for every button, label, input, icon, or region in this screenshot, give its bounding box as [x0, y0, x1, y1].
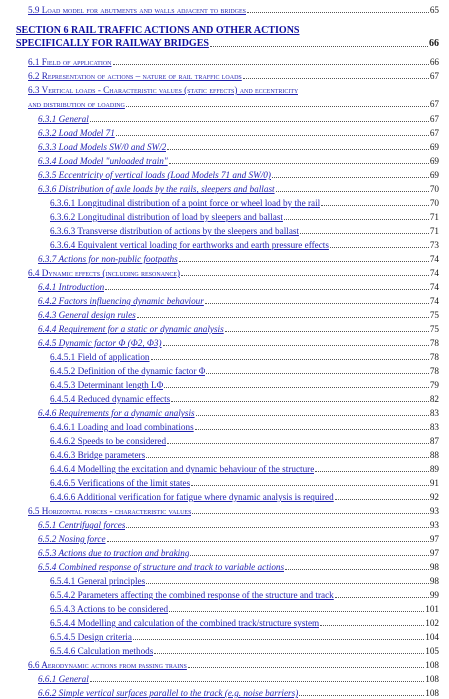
toc-leader-dots — [321, 204, 429, 206]
toc-leader-dots — [190, 554, 428, 556]
toc-entry-link[interactable]: 6.3.3 Load Models SW/0 and SW/2 — [38, 142, 167, 152]
toc-page-number: 87 — [429, 436, 439, 446]
toc-entry[interactable] — [0, 407, 449, 419]
toc-entry[interactable] — [0, 211, 449, 223]
toc-page-number: 91 — [429, 478, 439, 488]
toc-entry[interactable] — [0, 533, 449, 545]
toc-entry-link[interactable]: 6.6.2 Simple vertical surfaces parallel to the track (e.g. noise barriers) — [38, 688, 299, 698]
toc-leader-dots — [167, 148, 428, 150]
toc-entry[interactable] — [0, 659, 449, 671]
toc-entry[interactable] — [0, 309, 449, 321]
toc-leader-dots — [196, 414, 429, 416]
toc-leader-dots — [206, 372, 428, 374]
toc-leader-dots — [146, 582, 429, 584]
toc-leader-dots — [113, 63, 429, 65]
toc-leader-dots — [133, 638, 424, 640]
toc-page-number: 88 — [429, 450, 439, 460]
toc-page-number: 98 — [429, 562, 439, 572]
toc-leader-dots — [126, 526, 428, 528]
toc-entry[interactable] — [0, 239, 449, 251]
toc-page-number: 98 — [429, 576, 439, 586]
toc-entry[interactable] — [0, 84, 449, 96]
toc-entry-link[interactable]: 6.4.5 Dynamic factor Φ (Φ2, Φ3) — [38, 338, 162, 348]
toc-entry-link[interactable]: 6.3.2 Load Model 71 — [38, 128, 115, 138]
toc-leader-dots — [137, 316, 429, 318]
toc-entry-link[interactable]: 6.3.7 Actions for non-public footpaths — [38, 254, 178, 264]
toc-entry-link[interactable]: 6.3.6.2 Longitudinal distribution of load by sleepers and ballast — [50, 212, 283, 222]
toc-leader-dots — [181, 274, 429, 276]
toc-page-number: 83 — [429, 408, 439, 418]
toc-entry[interactable] — [0, 505, 449, 517]
toc-page-number: 82 — [429, 394, 439, 404]
toc-page-number: 69 — [429, 156, 439, 166]
toc-entry[interactable] — [0, 673, 449, 685]
toc-entry[interactable] — [0, 253, 449, 265]
toc-page-number: 93 — [429, 506, 439, 516]
toc-entry[interactable] — [0, 589, 449, 601]
toc-entry[interactable] — [0, 25, 449, 37]
toc-entry[interactable] — [0, 463, 449, 475]
toc-entry[interactable] — [0, 323, 449, 335]
toc-leader-dots — [300, 232, 429, 234]
toc-page-number: 74 — [429, 268, 439, 278]
toc-entry-link[interactable]: 6.3.6 Distribution of axle loads by the rails, sleepers and ballast — [38, 184, 275, 194]
toc-page-number: 97 — [429, 548, 439, 558]
toc-entry[interactable] — [0, 141, 449, 153]
toc-entry-link[interactable]: 6.4.1 Introduction — [38, 282, 105, 292]
toc-entry-link[interactable]: 6.3.4 Load Model "unloaded train" — [38, 156, 168, 166]
toc-entry[interactable] — [0, 603, 449, 615]
toc-entry-link[interactable]: 6.4.6.3 Bridge parameters — [50, 450, 146, 460]
toc-leader-dots — [284, 218, 429, 220]
toc-page-number: 89 — [429, 464, 439, 474]
toc-leader-dots — [272, 176, 429, 178]
toc-page-number: 67 — [429, 71, 439, 81]
toc-page-number: 101 — [425, 604, 439, 614]
toc-page-number: 79 — [429, 380, 439, 390]
toc-entry-link[interactable]: 6.4.6.4 Modelling the excitation and dynamic behaviour of the structure — [50, 464, 315, 474]
toc-page-number: 69 — [429, 142, 439, 152]
toc-page-number: 66 — [429, 38, 439, 49]
toc-entry[interactable] — [0, 575, 449, 587]
toc-leader-dots — [225, 330, 429, 332]
toc-page-number: 67 — [429, 128, 439, 138]
toc-page-number: 108 — [425, 674, 439, 684]
toc-page-number: 93 — [429, 520, 439, 530]
toc-entry-link[interactable]: 6.4 Dynamic effects (including resonance) — [28, 268, 181, 278]
toc-entry[interactable] — [0, 365, 449, 377]
toc-page-number: 67 — [429, 99, 439, 109]
toc-entry-link[interactable]: 6.5.1 Centrifugal forces — [38, 520, 126, 530]
toc-entry-link[interactable]: 6.4.6.1 Loading and load combinations — [50, 422, 194, 432]
toc-page-number: 78 — [429, 366, 439, 376]
toc-entry[interactable] — [0, 449, 449, 461]
toc-entry-link[interactable]: 6.3.6.1 Longitudinal distribution of a point force or wheel load by the rail — [50, 198, 321, 208]
toc-page-number: 74 — [429, 254, 439, 264]
toc-page-number: 99 — [429, 590, 439, 600]
toc-entry[interactable] — [0, 225, 449, 237]
toc-entry-link[interactable]: SECTION 6 RAIL TRAFFIC ACTIONS AND OTHER ACTIONS — [16, 25, 300, 36]
toc-entry-link[interactable]: 6.2 Representation of actions – nature of rail traffic loads — [28, 71, 242, 81]
toc-entry-link[interactable]: 6.4.3 General design rules — [38, 310, 136, 320]
toc-page-number: 74 — [429, 282, 439, 292]
toc-leader-dots — [169, 610, 424, 612]
toc-entry[interactable] — [0, 113, 449, 125]
toc-leader-dots — [90, 680, 424, 682]
toc-leader-dots — [154, 652, 424, 654]
toc-entry-link[interactable]: 6.4.5.2 Definition of the dynamic factor Φ — [50, 366, 206, 376]
toc-leader-dots — [335, 596, 429, 598]
toc-page-number: 67 — [429, 114, 439, 124]
toc-leader-dots — [146, 456, 429, 458]
toc-entry-link[interactable]: 6.5.4.1 General principles — [50, 576, 146, 586]
toc-page-number: 78 — [429, 352, 439, 362]
toc-leader-dots — [335, 498, 429, 500]
toc-entry-link[interactable]: 6.5.4.3 Actions to be considered — [50, 604, 169, 614]
toc-entry-link[interactable]: 6.4.6.5 Verifications of the limit states — [50, 478, 191, 488]
toc-entry-link[interactable]: 6.5.4.5 Design criteria — [50, 632, 132, 642]
toc-leader-dots — [330, 246, 429, 248]
toc-entry-link[interactable]: 6.5.2 Nosing force — [38, 534, 106, 544]
toc-entry[interactable] — [0, 561, 449, 573]
toc-entry[interactable] — [0, 183, 449, 195]
toc-entry-link[interactable]: 6.5.4 Combined response of structure and track to variable actions — [38, 562, 285, 572]
toc-entry-link[interactable]: 6.4.6.2 Speeds to be considered — [50, 436, 167, 446]
toc-leader-dots — [151, 358, 429, 360]
toc-entry[interactable] — [0, 98, 449, 110]
toc-entry-link[interactable]: 6.4.6 Requirements for a dynamic analysis — [38, 408, 195, 418]
toc-page-number: 69 — [429, 170, 439, 180]
toc-entry[interactable] — [0, 379, 449, 391]
toc-leader-dots — [116, 134, 429, 136]
toc-leader-dots — [195, 428, 429, 430]
toc-page-number: 92 — [429, 492, 439, 502]
toc-entry[interactable] — [0, 197, 449, 209]
toc-leader-dots — [315, 470, 428, 472]
toc-entry[interactable] — [0, 295, 449, 307]
toc-leader-dots — [299, 694, 424, 696]
toc-entry[interactable] — [0, 547, 449, 559]
toc-entry-link[interactable]: 6.5 Horizontal forces - characteristic values — [28, 506, 192, 516]
toc-entry[interactable] — [0, 70, 449, 82]
toc-leader-dots — [107, 540, 429, 542]
toc-page-number: 70 — [429, 198, 439, 208]
toc-entry-link[interactable]: 6.5.4.4 Modelling and calculation of the combined track/structure system — [50, 618, 320, 628]
toc-entry-link[interactable]: 6.3.6.3 Transverse distribution of actions by the sleepers and ballast — [50, 226, 300, 236]
toc-leader-dots — [90, 120, 429, 122]
toc-leader-dots — [243, 77, 429, 79]
toc-entry[interactable] — [0, 435, 449, 447]
toc-entry-link[interactable]: 6.4.6.6 Additional verification for fatigue where dynamic analysis is required — [50, 492, 334, 502]
toc-entry-link[interactable]: 5.9 Load model for abutments and walls adjacent to bridges — [28, 5, 246, 15]
toc-leader-dots — [163, 344, 429, 346]
toc-leader-dots — [191, 484, 429, 486]
toc-entry[interactable] — [0, 491, 449, 503]
toc-leader-dots — [171, 400, 429, 402]
toc-entry-link[interactable]: 6.4.5.1 Field of application — [50, 352, 150, 362]
toc-leader-dots — [247, 11, 429, 13]
toc-entry-link[interactable]: 6.5.4.6 Calculation methods — [50, 646, 154, 656]
toc-entry-link[interactable]: 6.3.1 General — [38, 114, 89, 124]
toc-leader-dots — [188, 666, 424, 668]
toc-page-number: 105 — [425, 646, 439, 656]
toc-entry[interactable] — [0, 155, 449, 167]
toc-entry-link[interactable]: 6.4.5.3 Determinant length LΦ — [50, 380, 164, 390]
toc-entry[interactable] — [0, 477, 449, 489]
toc-entry-link[interactable]: 6.4.5.4 Reduced dynamic effects — [50, 394, 171, 404]
toc-entry-link[interactable]: 6.5.3 Actions due to traction and braking — [38, 548, 190, 558]
toc-page-number: 71 — [429, 226, 439, 236]
toc-leader-dots — [276, 190, 429, 192]
toc-leader-dots — [320, 624, 424, 626]
toc-leader-dots — [167, 442, 429, 444]
toc-entry-link[interactable]: and distribution of loading — [28, 99, 125, 109]
toc-entry-link[interactable]: 6.6.1 General — [38, 674, 89, 684]
toc-leader-dots — [169, 162, 429, 164]
toc-entry[interactable] — [0, 38, 449, 50]
toc-page-number: 83 — [429, 422, 439, 432]
toc-page-number: 73 — [429, 240, 439, 250]
toc-page-number: 65 — [429, 5, 439, 15]
toc-entry[interactable] — [0, 519, 449, 531]
toc-entry-link[interactable]: 6.6 Aerodynamic actions from passing trains — [28, 660, 187, 670]
toc-leader-dots — [210, 45, 428, 47]
toc-page-number: 75 — [429, 324, 439, 334]
toc-leader-dots — [285, 568, 429, 570]
toc-page-number: 108 — [425, 688, 439, 698]
toc-leader-dots — [192, 512, 428, 514]
toc-entry-link[interactable]: 6.1 Field of application — [28, 57, 112, 67]
toc-entry[interactable] — [0, 687, 449, 699]
toc-entry-link[interactable]: 6.3.5 Eccentricity of vertical loads (Load Models 71 and SW/0) — [38, 170, 271, 180]
toc-page-number: 97 — [429, 534, 439, 544]
toc-page-number: 75 — [429, 310, 439, 320]
toc-entry[interactable] — [0, 631, 449, 643]
toc-leader-dots — [164, 386, 428, 388]
toc-page-number: 78 — [429, 338, 439, 348]
toc-entry-link[interactable]: 6.3 Vertical loads - Characteristic values (static effects) and eccentricity — [28, 85, 299, 95]
toc-entry-link[interactable]: 6.3.6.4 Equivalent vertical loading for earthworks and earth pressure effects — [50, 240, 329, 250]
toc-page-number: 66 — [429, 57, 439, 67]
toc-entry-link[interactable]: 6.4.4 Requirement for a static or dynamic analysis — [38, 324, 224, 334]
toc-leader-dots — [179, 260, 429, 262]
toc-entry[interactable] — [0, 4, 449, 16]
toc-entry-link[interactable]: 6.5.4.2 Parameters affecting the combined response of the structure and track — [50, 590, 334, 600]
toc-entry[interactable] — [0, 281, 449, 293]
toc-page-number: 70 — [429, 184, 439, 194]
toc-entry-link[interactable]: SPECIFICALLY FOR RAILWAY BRIDGES — [16, 38, 209, 49]
toc-page-number: 102 — [425, 618, 439, 628]
toc-page-number: 71 — [429, 212, 439, 222]
toc-leader-dots — [126, 105, 429, 107]
toc-page-number: 108 — [425, 660, 439, 670]
toc-entry[interactable] — [0, 351, 449, 363]
toc-entry[interactable] — [0, 56, 449, 68]
toc-leader-dots — [105, 288, 429, 290]
toc-leader-dots — [205, 302, 429, 304]
toc-page-number: 104 — [425, 632, 439, 642]
toc-entry[interactable] — [0, 169, 449, 181]
toc-entry-link[interactable]: 6.4.2 Factors influencing dynamic behaviour — [38, 296, 204, 306]
toc-entry[interactable] — [0, 421, 449, 433]
toc-entry[interactable] — [0, 617, 449, 629]
toc-entry[interactable] — [0, 645, 449, 657]
toc-entry[interactable] — [0, 393, 449, 405]
toc-page-number: 74 — [429, 296, 439, 306]
toc-entry[interactable] — [0, 337, 449, 349]
toc-entry[interactable] — [0, 127, 449, 139]
toc-entry[interactable] — [0, 267, 449, 279]
